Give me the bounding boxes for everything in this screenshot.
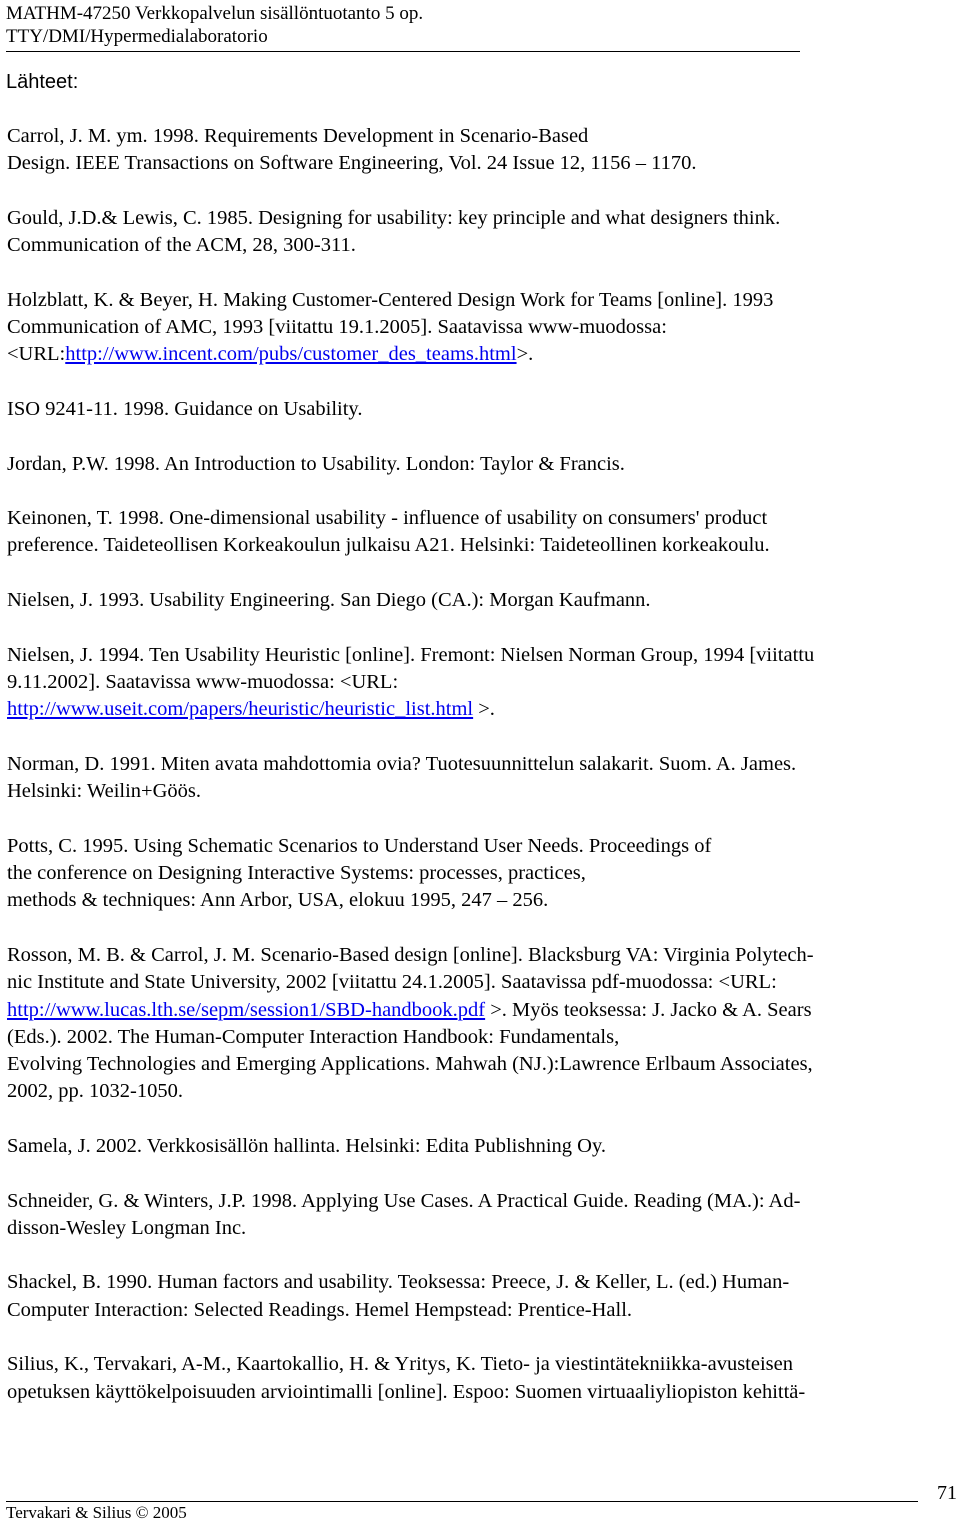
- reference-entry: [7, 396, 952, 423]
- reference-line: the conference on Designing Interactive Systems: processes, practices,: [7, 862, 586, 885]
- url-suffix: >.: [473, 698, 495, 721]
- header-divider: [6, 51, 800, 52]
- reference-line: Computer Interaction: Selected Readings. Hemel Hempstead: Prentice-Hall.: [7, 1298, 633, 1321]
- reference-line: Helsinki: Weilin+Göös.: [7, 780, 202, 803]
- page-number: 71: [937, 1482, 957, 1504]
- url-suffix: >. Myös teoksessa: J. Jacko & A. Sears: [485, 998, 812, 1021]
- reference-line: 9.11.2002]. Saatavissa www-muodossa: <URL:: [7, 670, 399, 693]
- reference-line: Schneider, G. & Winters, J.P. 1998. Applying Use Cases. A Practical Guide. Reading (MA.): Ad-: [7, 1189, 801, 1212]
- reference-line: Gould, J.D.& Lewis, C. 1985. Designing for usability: key principle and what designers think.: [7, 206, 781, 229]
- reference-line: Samela, J. 2002. Verkkosisällön hallinta. Helsinki: Edita Publishning Oy.: [7, 1134, 607, 1157]
- reference-line: Holzblatt, K. & Beyer, H. Making Customer-Centered Design Work for Teams [online]. 1993: [7, 288, 774, 311]
- footer-copyright: Tervakari & Silius © 2005: [6, 1503, 187, 1522]
- reference-line: Potts, C. 1995. Using Schematic Scenarios to Understand User Needs. Proceedings of: [7, 834, 712, 857]
- reference-entry: [7, 1351, 952, 1406]
- reference-entry: [7, 1188, 952, 1243]
- reference-line: ISO 9241-11. 1998. Guidance on Usability.: [7, 397, 363, 420]
- references-heading: Lähteet:: [6, 71, 79, 93]
- reference-entry: [7, 642, 952, 724]
- reference-line: Carrol, J. M. ym. 1998. Requirements Development in Scenario-Based: [7, 125, 589, 147]
- reference-list: [7, 123, 952, 1433]
- reference-entry: [7, 587, 952, 614]
- reference-line: Design. IEEE Transactions on Software Engineering, Vol. 24 Issue 12, 1156 – 1170.: [7, 152, 697, 175]
- reference-entry: [7, 751, 952, 806]
- reference-line: Communication of the ACM, 28, 300-311.: [7, 234, 356, 257]
- url-prefix: <URL:: [7, 343, 66, 366]
- reference-url-line: [7, 696, 952, 723]
- reference-line: 2002, pp. 1032-1050.: [7, 1080, 183, 1103]
- reference-line: methods & techniques: Ann Arbor, USA, elokuu 1995, 247 – 256.: [7, 889, 549, 912]
- reference-entry: [7, 205, 952, 260]
- reference-line: opetuksen käyttökelpoisuuden arviointimalli [online]. Espoo: Suomen virtuaaliyliopiston kehittä-: [7, 1380, 806, 1403]
- reference-entry: [7, 1133, 952, 1160]
- reference-line: Communication of AMC, 1993 [viitattu 19.1.2005]. Saatavissa www-muodossa:: [7, 316, 667, 339]
- reference-line: Shackel, B. 1990. Human factors and usability. Teoksessa: Preece, J. & Keller, L. (ed.) Human-: [7, 1271, 790, 1294]
- reference-entry: [7, 942, 952, 1106]
- reference-line: disson-Wesley Longman Inc.: [7, 1216, 247, 1239]
- reference-line: Evolving Technologies and Emerging Applications. Mahwah (NJ.):Lawrence Erlbaum Associates,: [7, 1053, 813, 1076]
- reference-line: Nielsen, J. 1994. Ten Usability Heuristic [online]. Fremont: Nielsen Norman Group, 1994 [viitattu: [7, 643, 815, 666]
- reference-line: Silius, K., Tervakari, A-M., Kaartokallio, H. & Yritys, K. Tieto- ja viestintätekniikka-avusteisen: [7, 1353, 793, 1376]
- reference-line: Rosson, M. B. & Carrol, J. M. Scenario-Based design [online]. Blacksburg VA: Virginia Polytech-: [7, 943, 814, 966]
- reference-url-line: [7, 997, 952, 1024]
- reference-link[interactable]: http://www.lucas.lth.se/sepm/session1/SBD-handbook.pdf: [7, 998, 486, 1021]
- reference-line: Jordan, P.W. 1998. An Introduction to Usability. London: Taylor & Francis.: [7, 452, 625, 475]
- reference-link[interactable]: http://www.incent.com/pubs/customer_des_teams.html: [65, 343, 517, 366]
- reference-entry: [7, 505, 952, 560]
- reference-entry: [7, 451, 952, 478]
- reference-link[interactable]: http://www.useit.com/papers/heuristic/heuristic_list.html: [7, 698, 474, 721]
- reference-line: nic Institute and State University, 2002 [viitattu 24.1.2005]. Saatavissa pdf-muodossa: <URL:: [7, 971, 777, 994]
- reference-entry: [7, 123, 952, 178]
- reference-url-line: [7, 341, 952, 368]
- footer-divider: [6, 1501, 918, 1502]
- reference-line: Nielsen, J. 1993. Usability Engineering. San Diego (CA.): Morgan Kaufmann.: [7, 589, 651, 612]
- reference-line: preference. Taideteollisen Korkeakoulun julkaisu A21. Helsinki: Taideteollinen korkeakoulu.: [7, 534, 770, 557]
- url-suffix: >.: [516, 343, 534, 366]
- reference-line: (Eds.). 2002. The Human-Computer Interaction Handbook: Fundamentals,: [7, 1025, 620, 1048]
- reference-entry: [7, 1269, 952, 1324]
- reference-entry: [7, 833, 952, 915]
- reference-line: Keinonen, T. 1998. One-dimensional usability - influence of usability on consumers' product: [7, 507, 768, 530]
- page-header: [6, 2, 423, 48]
- reference-entry: [7, 287, 952, 369]
- course-title: MATHM-47250 Verkkopalvelun sisällöntuotanto 5 op.: [6, 3, 424, 24]
- department-line: TTY/DMI/Hypermedialaboratorio: [6, 26, 268, 47]
- reference-line: Norman, D. 1991. Miten avata mahdottomia ovia? Tuotesuunnittelun salakarit. Suom. A. James.: [7, 752, 797, 775]
